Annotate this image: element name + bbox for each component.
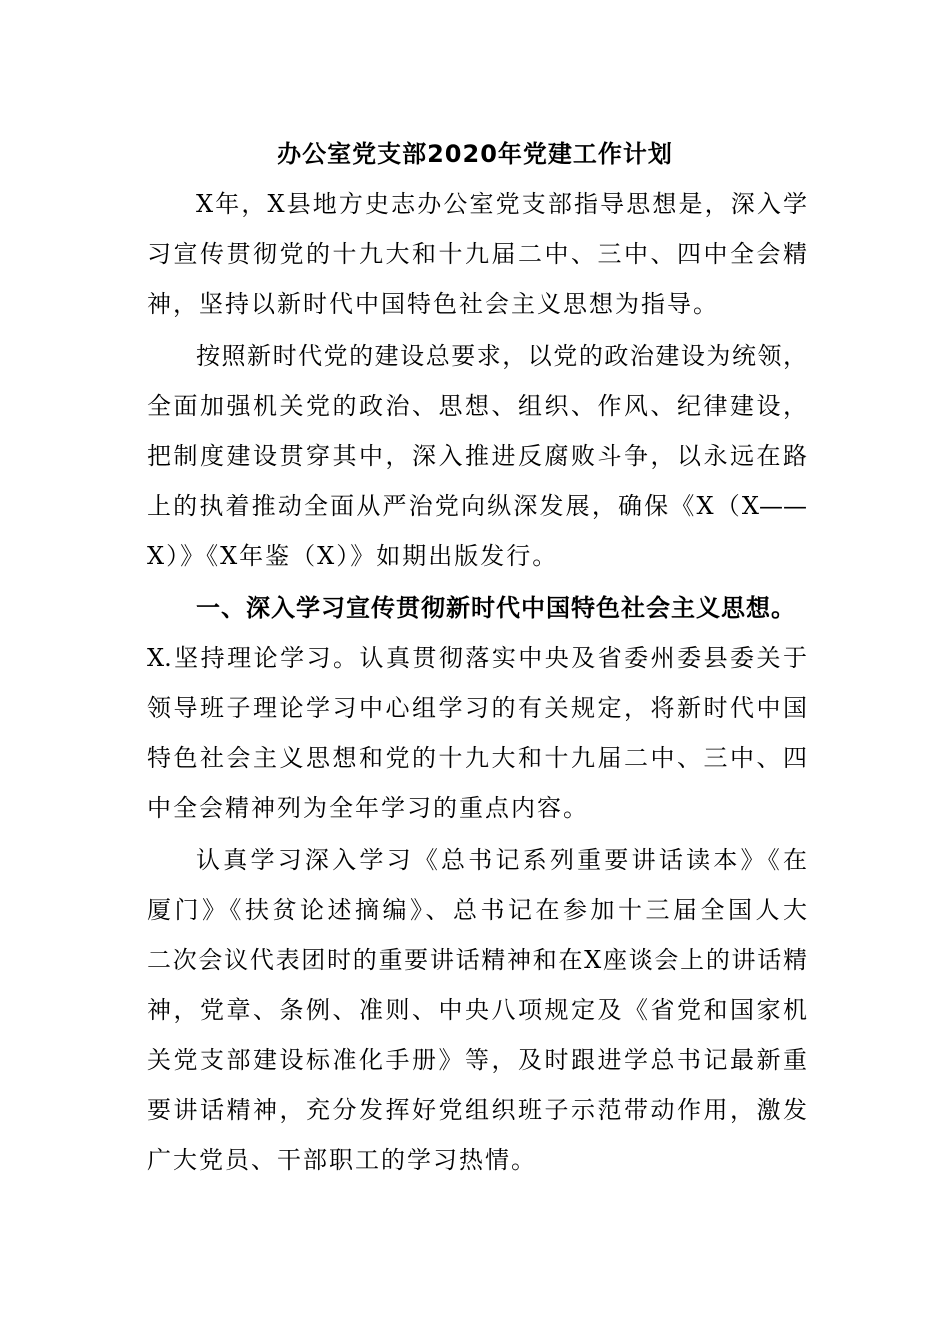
paragraph-line: 全面加强机关党的政治、思想、组织、作风、纪律建设， bbox=[147, 392, 807, 420]
paragraph-line: 神，党章、条例、准则、中央八项规定及《省党和国家机 bbox=[147, 996, 807, 1024]
paragraph-line: 广大党员、干部职工的学习热情。 bbox=[147, 1146, 537, 1174]
paragraph-line: 特色社会主义思想和党的十九大和十九届二中、三中、四 bbox=[147, 744, 807, 772]
paragraph-line: 领导班子理论学习中心组学习的有关规定，将新时代中国 bbox=[147, 694, 807, 722]
paragraph-line: 上的执着推动全面从严治党向纵深发展，确保《X（X—— bbox=[147, 492, 807, 520]
paragraph-line: 厦门》《扶贫论述摘编》、总书记在参加十三届全国人大 bbox=[147, 896, 807, 924]
document-title: 办公室党支部2020年党建工作计划 bbox=[277, 140, 673, 168]
paragraph-line: 二次会议代表团时的重要讲话精神和在X座谈会上的讲话精 bbox=[147, 946, 807, 974]
paragraph-line: 把制度建设贯穿其中，深入推进反腐败斗争，以永远在路 bbox=[147, 442, 807, 470]
paragraph-line: 中全会精神列为全年学习的重点内容。 bbox=[147, 794, 589, 822]
section-heading: 一、深入学习宣传贯彻新时代中国特色社会主义思想。 bbox=[196, 594, 796, 622]
paragraph-line: 神，坚持以新时代中国特色社会主义思想为指导。 bbox=[147, 290, 719, 318]
paragraph-line: 关党支部建设标准化手册》等，及时跟进学总书记最新重 bbox=[147, 1046, 807, 1074]
paragraph-line: 按照新时代党的建设总要求，以党的政治建设为统领， bbox=[196, 342, 807, 370]
paragraph-line: 习宣传贯彻党的十九大和十九届二中、三中、四中全会精 bbox=[147, 240, 807, 268]
paragraph-line: 要讲话精神，充分发挥好党组织班子示范带动作用，激发 bbox=[147, 1096, 807, 1124]
paragraph-line: X年，X县地方史志办公室党支部指导思想是，深入学 bbox=[196, 190, 807, 218]
paragraph-line: X.坚持理论学习。认真贯彻落实中央及省委州委县委关于 bbox=[147, 644, 807, 672]
paragraph-line: X）》《X年鉴（X）》如期出版发行。 bbox=[147, 542, 559, 570]
paragraph-line: 认真学习深入学习《总书记系列重要讲话读本》《在 bbox=[196, 846, 807, 874]
